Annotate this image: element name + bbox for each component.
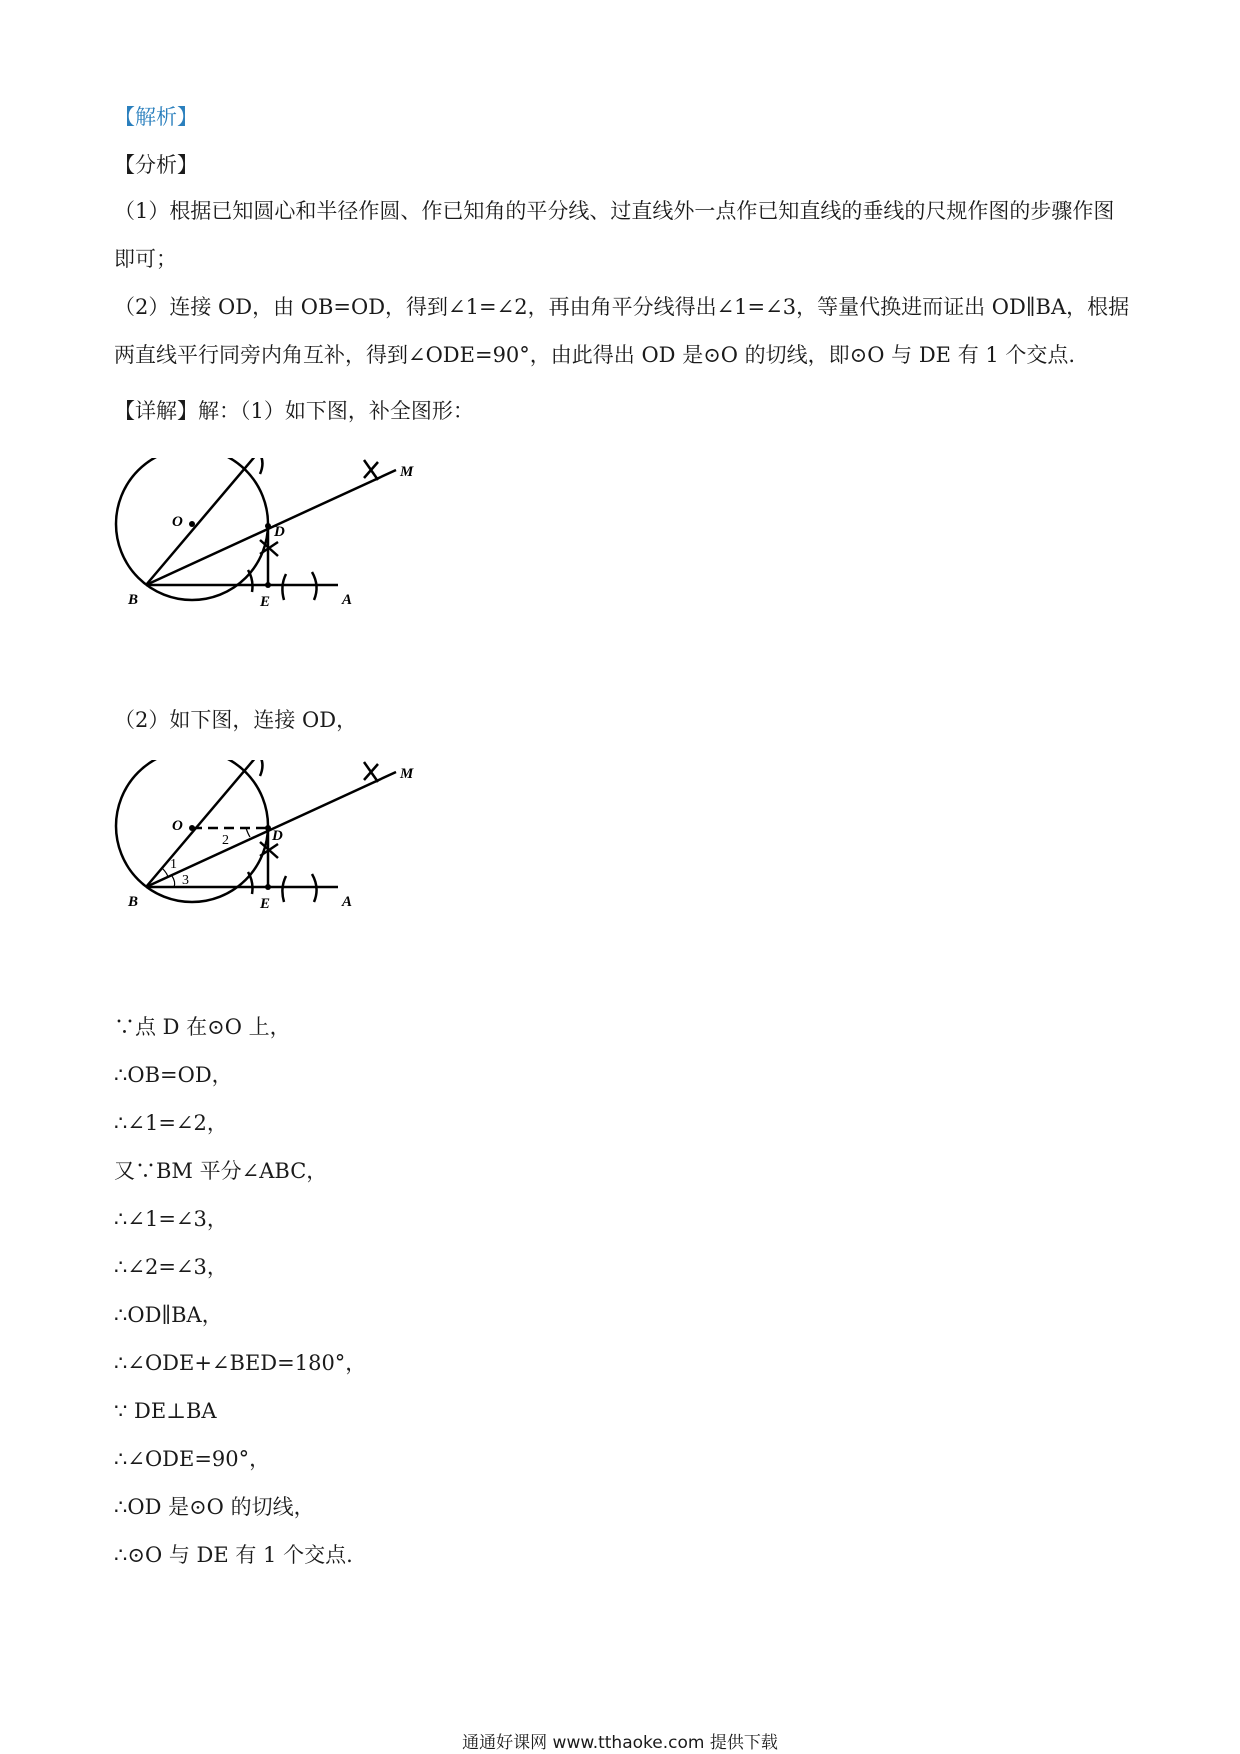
label-a: A — [342, 592, 353, 608]
construction-figure-2 — [110, 760, 440, 990]
proof-line-10: ∴∠ODE=90°， — [114, 1447, 271, 1471]
ray-bm — [146, 470, 396, 585]
detail-heading-line: 【详解】解：（1）如下图，补全图形： — [114, 399, 474, 423]
analysis-paragraph-2: （2）连接 OD，由 OB=OD，得到∠1=∠2，再由角平分线得出∠1=∠3，等量代换进而证出 OD∥BA，根据两直线平行同旁内角互补，得到∠ODE=90°，由此得出 OD 是⊙O 的切线，即⊙O 与 DE 有 1 个交点. — [114, 295, 1130, 367]
label-b: B — [128, 592, 139, 608]
label-m-2: M — [400, 766, 414, 782]
arc-mark-e — [248, 570, 253, 592]
angle-label-1: 1 — [170, 857, 177, 872]
proof-line-1: ∵点 D 在⊙O 上， — [114, 1015, 291, 1039]
footer-source: 通通好课网 www.tthaoke.com 提供下载 — [462, 1733, 778, 1753]
label-o: O — [172, 514, 183, 530]
proof-line-2: ∴OB=OD， — [114, 1063, 233, 1087]
angle-3-arc — [172, 876, 175, 887]
angle-label-2: 2 — [222, 833, 229, 848]
ray-bm-2 — [146, 772, 396, 887]
label-e-2: E — [260, 896, 271, 912]
proof-line-12: ∴⊙O 与 DE 有 1 个交点. — [114, 1543, 353, 1567]
proof-line-11: ∴OD 是⊙O 的切线， — [114, 1495, 315, 1519]
arc-mark-e-2 — [248, 872, 253, 894]
proof-line-9: ∵ DE⊥BA — [114, 1399, 217, 1423]
proof-line-3: ∴∠1=∠2， — [114, 1111, 228, 1135]
proof-line-8: ∴∠ODE+∠BED=180°， — [114, 1351, 367, 1375]
label-m: M — [400, 464, 414, 480]
ray-bc — [146, 458, 262, 585]
section-fenxi-heading: 【分析】 — [114, 153, 198, 177]
section-jiexi-heading: 【解析】 — [114, 105, 198, 129]
ray-bc-2 — [146, 760, 262, 887]
proof-line-4: 又∵BM 平分∠ABC， — [114, 1159, 328, 1183]
label-e: E — [260, 594, 271, 610]
angle-2-arc — [246, 828, 250, 837]
analysis-paragraph-1: （1）根据已知圆心和半径作圆、作已知角的平分线、过直线外一点作已知直线的垂线的尺规作图的步骤作图即可； — [114, 199, 1115, 271]
label-o-2: O — [172, 818, 183, 834]
arc-mark-a2-1 — [282, 876, 286, 902]
label-a-2: A — [342, 894, 353, 910]
arc-mark-a-1 — [282, 574, 286, 600]
label-d: D — [274, 524, 285, 540]
construction-figure-1 — [110, 458, 440, 688]
proof-line-6: ∴∠2=∠3， — [114, 1255, 228, 1279]
label-b-2: B — [128, 894, 139, 910]
proof-line-5: ∴∠1=∠3， — [114, 1207, 228, 1231]
part2-line: （2）如下图，连接 OD， — [114, 708, 358, 732]
angle-label-3: 3 — [182, 873, 189, 888]
label-d-2: D — [272, 828, 283, 844]
proof-line-7: ∴OD∥BA， — [114, 1303, 223, 1327]
